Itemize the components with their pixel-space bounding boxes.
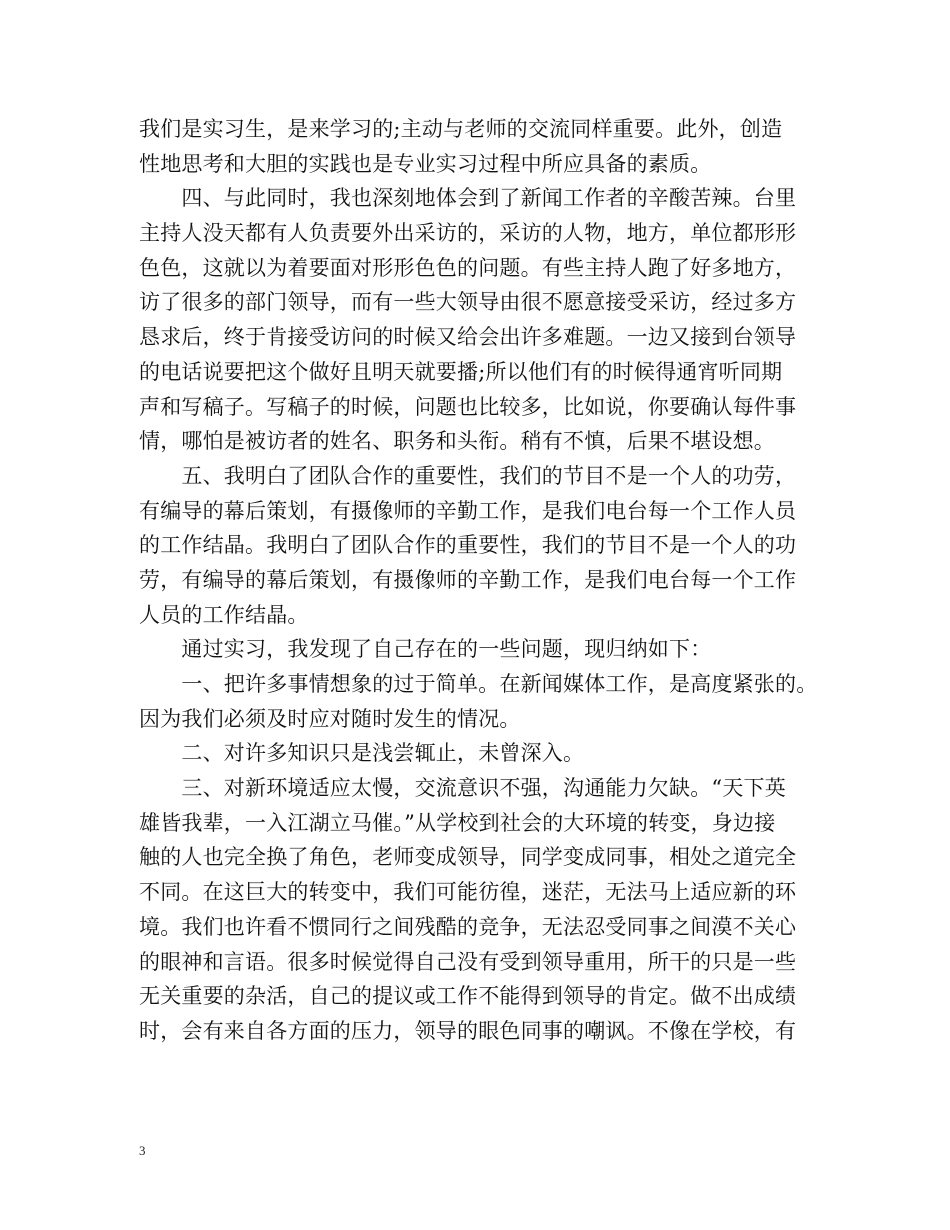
- text-line: 四、与此同时，我也深刻地体会到了新闻工作者的辛酸苦辣。台里: [139, 186, 797, 211]
- text-line: 人员的工作结晶。: [139, 602, 309, 627]
- text-line: 的工作结晶。我明白了团队合作的重要性，我们的节目不是一个人的功: [139, 533, 797, 558]
- text-line: 主持人没天都有人负责要外出采访的，采访的人物，地方，单位都形形: [139, 221, 797, 246]
- text-line: 时，会有来自各方面的压力，领导的眼色同事的嘲讽。不像在学校，有: [139, 1018, 797, 1043]
- text-line: 二、对许多知识只是浅尝辄止，未曾深入。: [139, 741, 585, 766]
- text-line: 无关重要的杂活，自己的提议或工作不能得到领导的肯定。做不出成绩: [139, 984, 797, 1009]
- body-text: [139, 112, 823, 1049]
- text-line: 性地思考和大胆的实践也是专业实习过程中所应具备的素质。: [139, 151, 712, 176]
- text-line: 有编导的幕后策划，有摄像师的辛勤工作，是我们电台每一个工作人员: [139, 498, 797, 523]
- text-line: 通过实习，我发现了自己存在的一些问题，现归纳如下：: [139, 637, 712, 662]
- text-line: 不同。在这巨大的转变中，我们可能彷徨，迷茫，无法马上适应新的环: [139, 880, 797, 905]
- text-line: 三、对新环境适应太慢，交流意识不强，沟通能力欠缺。“天下英: [139, 776, 786, 801]
- text-line: 触的人也完全换了角色，老师变成领导，同学变成同事，相处之道完全: [139, 845, 797, 870]
- text-line: 一、把许多事情想象的过于简单。在新闻媒体工作，是高度紧张的。: [139, 672, 818, 696]
- text-line: 声和写稿子。写稿子的时候，问题也比较多，比如说，你要确认每件事: [139, 394, 797, 419]
- page-number: 3: [139, 1143, 146, 1158]
- text-line: 情，哪怕是被访者的姓名、职务和头衔。稍有不慎，后果不堪设想。: [139, 429, 775, 454]
- text-line: 恳求后，终于肯接受访问的时候又给会出许多难题。一边又接到台领导: [139, 325, 797, 350]
- text-line: 的眼神和言语。很多时候觉得自己没有受到领导重用，所干的只是一些: [139, 949, 797, 974]
- text-line: 境。我们也许看不惯同行之间残酷的竞争，无法忍受同事之间漠不关心: [139, 914, 797, 939]
- text-line: 我们是实习生，是来学习的;主动与老师的交流同样重要。此外，创造: [139, 117, 783, 141]
- text-line: 的电话说要把这个做好且明天就要播;所以他们有的时候得通宵听同期: [139, 359, 783, 384]
- text-line: 雄皆我辈，一入江湖立马催。”从学校到社会的大环境的转变，身边接: [139, 810, 776, 835]
- text-line: 劳，有编导的幕后策划，有摄像师的辛勤工作，是我们电台每一个工作: [139, 567, 797, 592]
- text-line: 因为我们必须及时应对随时发生的情况。: [139, 706, 521, 731]
- text-line: 色色，这就以为着要面对形形色色的问题。有些主持人跑了好多地方，: [139, 255, 797, 280]
- text-line: 访了很多的部门领导，而有一些大领导由很不愿意接受采访，经过多方: [139, 290, 797, 315]
- text-line: 五、我明白了团队合作的重要性，我们的节目不是一个人的功劳，: [139, 463, 797, 488]
